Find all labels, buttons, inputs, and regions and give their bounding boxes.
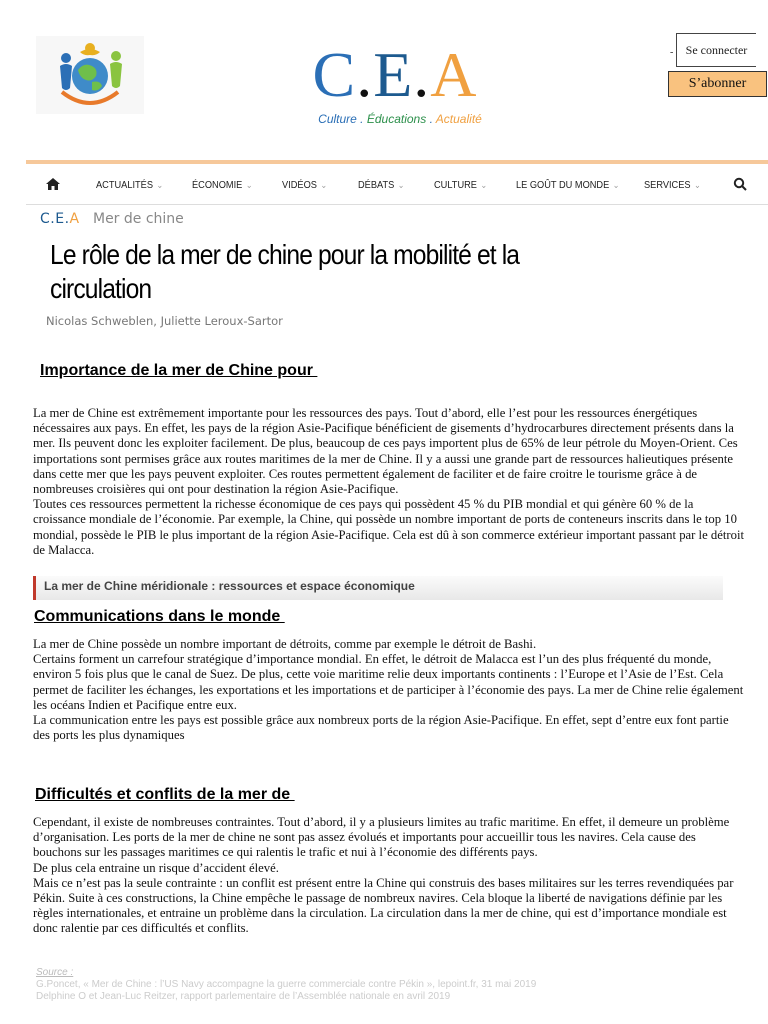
paragraph: La mer de Chine est extrêmement importante pour les ressources des pays. Tout d’abord, elle l’est pour les ressources énergétiques nécessaires aux pays. En effet, les pays de la région Asie-Pacifique bénéficient de gisements d’hydrocarbures directement présents dans la mer. Ils peuvent donc les exploiter facilement. De plus, beaucoup de ces pays importent plus de 65% de leur pétrole du Moyen-Orient. Ces importations sont permises grâce aux routes maritimes de la mer de Chine. Il y a aussi une grande part de ressources halieutiques présente dans cette mer que les pays peuvent exploiter. Ces routes permettent également de faciliter et de faire croitre le tourisme grâce à de nombreuses croisières qui ont pour destination la région Asie-Pacifique. [33,406,738,497]
paragraph: De plus cela entraine un risque d’accident élevé. [33,860,279,875]
sources-label: Source : [36,967,74,978]
tagline-actualite: Actualité [435,112,482,126]
section-body-communications [33,637,745,743]
chevron-down-icon: ⌄ [694,179,701,190]
brand-letter-c: C [312,39,357,110]
chevron-down-icon: ⌄ [397,179,405,190]
source-entry: G.Poncet, « Mer de Chine : l’US Navy accompagne la guerre commerciale contre Pékin », lepoint.fr, 31 mai 2019 [36,979,537,990]
subscribe-button[interactable]: S’abonner [668,71,767,97]
breadcrumb [40,211,184,227]
nav-item-label: ÉCONOMIE [192,179,243,191]
login-button[interactable]: Se connecter [676,33,756,67]
nav-item-label: VIDÉOS [282,179,317,191]
brand-dot: . [64,211,70,227]
nav-item-label: CULTURE [434,179,477,191]
nav-item-label: DÉBATS [358,179,395,191]
header-divider [26,160,768,164]
main-navigation [26,166,768,205]
chevron-down-icon: ⌄ [156,179,164,190]
section-body-importance [33,406,745,558]
nav-item-culture[interactable] [434,179,487,191]
brand-dot: . [356,39,374,110]
nav-item-le-gout-du-monde[interactable] [516,179,619,191]
nav-item-videos[interactable] [282,179,327,191]
breadcrumb-site-link[interactable] [40,211,80,227]
nav-item-label: LE GOÛT DU MONDE [516,179,610,191]
nav-item-label: SERVICES [644,179,691,191]
paragraph: Certains forment un carrefour stratégique d’importance mondial. En effet, le détroit de Malacca est l’un des plus fréquenté du monde, environ 5 fois plus que le canal de Suez. De plus, cette voie maritime relie deux importants continents : l’Europe et l’Asie de l’Est. Cela permet de faciliter les échanges, les exportations et les importations et de participer à l’économie des pays. La mer de Chine relie également les océans Indien et Pacifique entre eux. [33,652,744,712]
section-heading-difficulties: Difficultés et conflits de la mer de [35,786,295,803]
chevron-down-icon: ⌄ [480,179,488,190]
globe-people-logo-icon[interactable] [36,36,144,114]
brand-letter-a: A [69,211,80,227]
tagline-culture: Culture [318,112,357,126]
nav-item-debats[interactable] [358,179,404,191]
nav-item-actualites[interactable] [96,179,163,191]
article-title: Le rôle de la mer de chine pour la mobilité et la circulation [50,239,520,304]
site-brand[interactable] [300,40,490,110]
breadcrumb-section[interactable]: Mer de chine [92,211,184,227]
section-heading-communications: Communications dans le monde [34,608,285,625]
brand-letter-a: A [430,39,478,110]
tagline-separator: . [356,112,367,126]
source-entry: Delphine O et Jean-Luc Reitzer, rapport parlementaire de l’Assemblée nationale en avril 2019 [36,991,451,1002]
brand-letter-e: E [373,39,414,110]
article-authors: Nicolas Schweblen, Juliette Leroux-Sartor [46,314,283,328]
paragraph: Cependant, il existe de nombreuses contraintes. Tout d’abord, il y a plusieurs limites au trafic maritime. En effet, il demeure un problème d’organisation. Les ports de la mer de chine ne sont pas assez évolués et importants pour accueillir tous les navires. Cela cause des bouchons sur les passages maritimes ce qui ralentis le trafic et nui à l’économie des différents pays. [33,815,730,860]
brand-letter-e: E [55,211,65,227]
article-sources [36,967,536,1003]
brand-dot: . [50,211,56,227]
paragraph: La mer de Chine possède un nombre important de détroits, comme par exemple le détroit de Bashi. [33,637,537,651]
section-body-difficulties [33,815,745,937]
paragraph: Mais ce n’est pas la seule contrainte : un conflit est présent entre la Chine qui construis des bases militaires sur les terres revendiquées par Pékin. Suite à ces constructions, la Chine empêche le passage de nombreux navires. Cela bloque la liberté de navigations définie par les règles internationales, et entraine un problème dans la circulation. La circulation dans la mer de chine, qui est d’importance mondiale est donc ralentie par ces difficultés et conflits. [33,875,734,936]
nav-item-economie[interactable] [192,179,252,191]
paragraph: Toutes ces ressources permettent la richesse économique de ces pays qui possèdent 45 % du PIB mondial et qui génère 60 % de la croissance mondiale de l’économie. Par exemple, la Chine, qui possède un nombre important de ports de conteneurs inscrits dans le top 10 mondial, possède le PIB le plus important de la région Asie-Pacifique. Cela est dû à son commerce extérieur important passant par le détroit de Malacca. [33,497,745,557]
tagline-educations: Éducations [366,112,427,126]
brand-dot: . [413,39,431,110]
chevron-down-icon: ⌄ [320,179,328,190]
search-icon[interactable] [733,177,747,191]
section-heading-importance: Importance de la mer de Chine pour [40,362,318,379]
paragraph: La communication entre les pays est possible grâce aux nombreux ports de la région Asie-Pacifique. En effet, sept d’entre eux font partie des ports les plus dynamiques [33,713,729,743]
map-caption-banner: La mer de Chine méridionale : ressources et espace économique [33,576,723,600]
chevron-down-icon: ⌄ [612,179,620,190]
nav-item-label: ACTUALITÉS [96,179,153,191]
chevron-down-icon: ⌄ [245,179,253,190]
site-tagline [300,112,500,126]
nav-item-services[interactable] [644,179,701,191]
brand-letter-c: C [40,211,51,227]
tagline-separator: . [426,112,436,126]
login-dash: - [670,47,674,58]
